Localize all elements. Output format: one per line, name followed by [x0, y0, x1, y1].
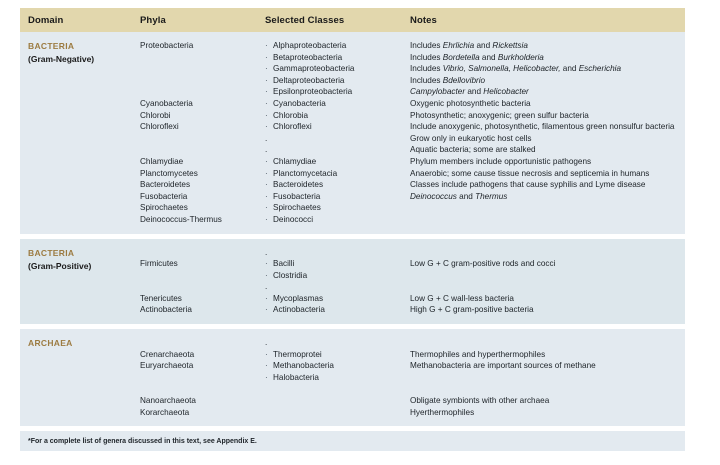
spacer — [410, 337, 679, 349]
phyla-column — [140, 40, 265, 226]
spacer — [410, 281, 679, 293]
class-item: · Spirochaetes — [265, 203, 321, 213]
spacer — [140, 270, 265, 282]
bullet-icon: · — [265, 305, 268, 315]
domain-label: BACTERIA — [28, 247, 75, 258]
column-header-selected-classes: Selected Classes — [265, 14, 345, 26]
section-rows — [140, 239, 685, 325]
domain-sublabel: (Gram-Positive) — [28, 260, 92, 271]
note-item: Low G + C wall-less bacteria — [410, 293, 514, 303]
class-item: · Fusobacteria — [265, 191, 321, 201]
spacer: . — [265, 145, 268, 155]
table-row: Spirochaetes — [140, 203, 188, 213]
table-row: Firmicutes — [140, 259, 178, 269]
column-header-notes: Notes — [410, 14, 437, 26]
table-row: Actinobacteria — [140, 305, 192, 315]
note-item: Campylobacter and Helicobacter — [410, 87, 529, 97]
note-item: Photosynthetic; anoxygenic; green sulfur bacteria — [410, 110, 589, 120]
bullet-icon: · — [265, 191, 268, 201]
note-item: Grow only in eukaryotic host cells — [410, 133, 532, 143]
table-row: Cyanobacteria — [140, 98, 193, 108]
note-item: Includes Vibrio, Salmonella, Helicobacter, and Escherichia — [410, 64, 622, 74]
spacer — [410, 270, 679, 282]
spacer — [140, 63, 265, 75]
spacer: . — [265, 282, 268, 292]
table-row: Fusobacteria — [140, 191, 188, 201]
note-item: Obligate symbionts with other archaea — [410, 396, 550, 406]
class-item: · Halobacteria — [265, 372, 319, 382]
footnote-text: *For a complete list of genera discussed in this text, see Appendix E. — [28, 437, 257, 445]
bullet-icon: · — [265, 203, 268, 213]
classes-column — [265, 337, 410, 418]
notes-column — [410, 40, 685, 226]
bullet-icon: · — [265, 156, 268, 166]
classes-column — [265, 247, 410, 317]
note-item: Includes Ehrlichia and Rickettsia — [410, 41, 528, 50]
class-item: · Deltaproteobacteria — [265, 75, 345, 85]
class-item: · Bacteroidetes — [265, 180, 324, 190]
column-header-phyla: Phyla — [140, 14, 166, 26]
note-item: Oxygenic photosynthetic bacteria — [410, 98, 531, 108]
bullet-icon: · — [265, 180, 268, 190]
class-item: · Chlamydiae — [265, 156, 317, 166]
note-item: Hyerthermophiles — [410, 407, 475, 417]
note-item: Methanobacteria are important sources of methane — [410, 361, 596, 371]
spacer: . — [265, 247, 268, 257]
table-row: Deinococcus-Thermus — [140, 214, 222, 224]
note-item: Deinococcus and Thermus — [410, 191, 508, 201]
class-item: · Thermoprotei — [265, 349, 322, 359]
table-row: Nanoarchaeota — [140, 396, 196, 406]
note-item: Includes Bordetella and Burkholderia — [410, 52, 544, 62]
bullet-icon: · — [265, 75, 268, 85]
note-item: Aquatic bacteria; some are stalked — [410, 145, 536, 155]
section-archaea — [20, 329, 685, 426]
table-header-row — [20, 8, 685, 32]
class-item: · Chlorobia — [265, 110, 309, 120]
bullet-icon: · — [265, 372, 268, 382]
bullet-icon: · — [265, 361, 268, 371]
class-item: · Deinococci — [265, 214, 314, 224]
spacer — [140, 133, 265, 145]
bullet-icon: · — [265, 52, 268, 62]
spacer — [140, 372, 265, 384]
section-bacteria-gram-positive — [20, 239, 685, 325]
spacer — [140, 52, 265, 64]
bullet-icon: · — [265, 270, 268, 280]
bullet-icon: · — [265, 293, 268, 303]
section-bacteria-gram-negative — [20, 32, 685, 234]
bullet-icon: · — [265, 259, 268, 269]
domain-cell — [20, 32, 140, 234]
class-item: · Clostridia — [265, 270, 308, 280]
spacer — [140, 86, 265, 98]
note-item: Thermophiles and hyperthermophiles — [410, 349, 546, 359]
phyla-column — [140, 247, 265, 317]
section-rows — [140, 32, 685, 234]
bullet-icon: · — [265, 41, 268, 50]
class-item: · Actinobacteria — [265, 305, 325, 315]
class-item: · Betaproteobacteria — [265, 52, 343, 62]
spacer — [140, 247, 265, 259]
notes-column — [410, 247, 685, 317]
notes-column — [410, 337, 685, 418]
table-row: Korarchaeota — [140, 407, 190, 417]
bullet-icon: · — [265, 110, 268, 120]
class-item: · Cyanobacteria — [265, 98, 326, 108]
class-item: · Gammaproteobacteria — [265, 64, 355, 74]
spacer — [410, 247, 679, 259]
taxonomy-table — [20, 8, 685, 451]
spacer — [140, 383, 265, 395]
domain-label: ARCHAEA — [28, 338, 73, 349]
bullet-icon: · — [265, 349, 268, 359]
note-item: Low G + C gram-positive rods and cocci — [410, 259, 556, 269]
bullet-icon: · — [265, 64, 268, 74]
note-item: Include anoxygenic, photosynthetic, filamentous green nonsulfur bacteria — [410, 122, 675, 132]
domain-label: BACTERIA — [28, 41, 75, 51]
domain-cell — [20, 239, 140, 325]
bullet-icon: · — [265, 98, 268, 108]
table-row: Bacteroidetes — [140, 180, 191, 190]
class-item: · Chloroflexi — [265, 122, 312, 132]
spacer — [140, 144, 265, 156]
spacer — [140, 75, 265, 87]
class-item: · Bacilli — [265, 259, 295, 269]
class-item: · Alphaproteobacteria — [265, 41, 347, 50]
section-rows — [140, 329, 685, 426]
table-row: Euryarchaeota — [140, 361, 194, 371]
class-item: · Epsilonproteobacteria — [265, 87, 353, 97]
bullet-icon: · — [265, 87, 268, 97]
note-item: Classes include pathogens that cause syphilis and Lyme disease — [410, 180, 646, 190]
note-item: Includes Bdellovibrio — [410, 75, 486, 85]
footnote-band — [20, 431, 685, 451]
domain-cell — [20, 329, 140, 426]
table-row: Chlorobi — [140, 110, 171, 120]
spacer: . — [265, 338, 268, 348]
table-row: Chloroflexi — [140, 122, 179, 132]
spacer — [140, 281, 265, 293]
spacer — [410, 372, 679, 384]
class-item: · Methanobacteria — [265, 361, 334, 371]
table-row: Chlamydiae — [140, 156, 184, 166]
domain-sublabel: (Gram-Negative) — [28, 54, 95, 64]
note-item: High G + C gram-positive bacteria — [410, 305, 534, 315]
spacer — [410, 383, 679, 395]
table-row: Planctomycetes — [140, 168, 198, 178]
phyla-column — [140, 337, 265, 418]
bullet-icon: · — [265, 214, 268, 224]
note-item: Phylum members include opportunistic pathogens — [410, 156, 592, 166]
spacer: . — [265, 133, 268, 143]
class-item: · Mycoplasmas — [265, 293, 324, 303]
column-header-domain: Domain — [28, 14, 64, 26]
bullet-icon: · — [265, 168, 268, 178]
table-row: Crenarchaeota — [140, 349, 195, 359]
note-item: Anaerobic; some cause tissue necrosis and septicemia in humans — [410, 168, 650, 178]
classes-column — [265, 40, 410, 226]
bullet-icon: · — [265, 122, 268, 132]
spacer — [140, 337, 265, 349]
class-item: · Planctomycetacia — [265, 168, 338, 178]
table-row: Proteobacteria — [140, 41, 194, 50]
table-row: Tenericutes — [140, 293, 182, 303]
